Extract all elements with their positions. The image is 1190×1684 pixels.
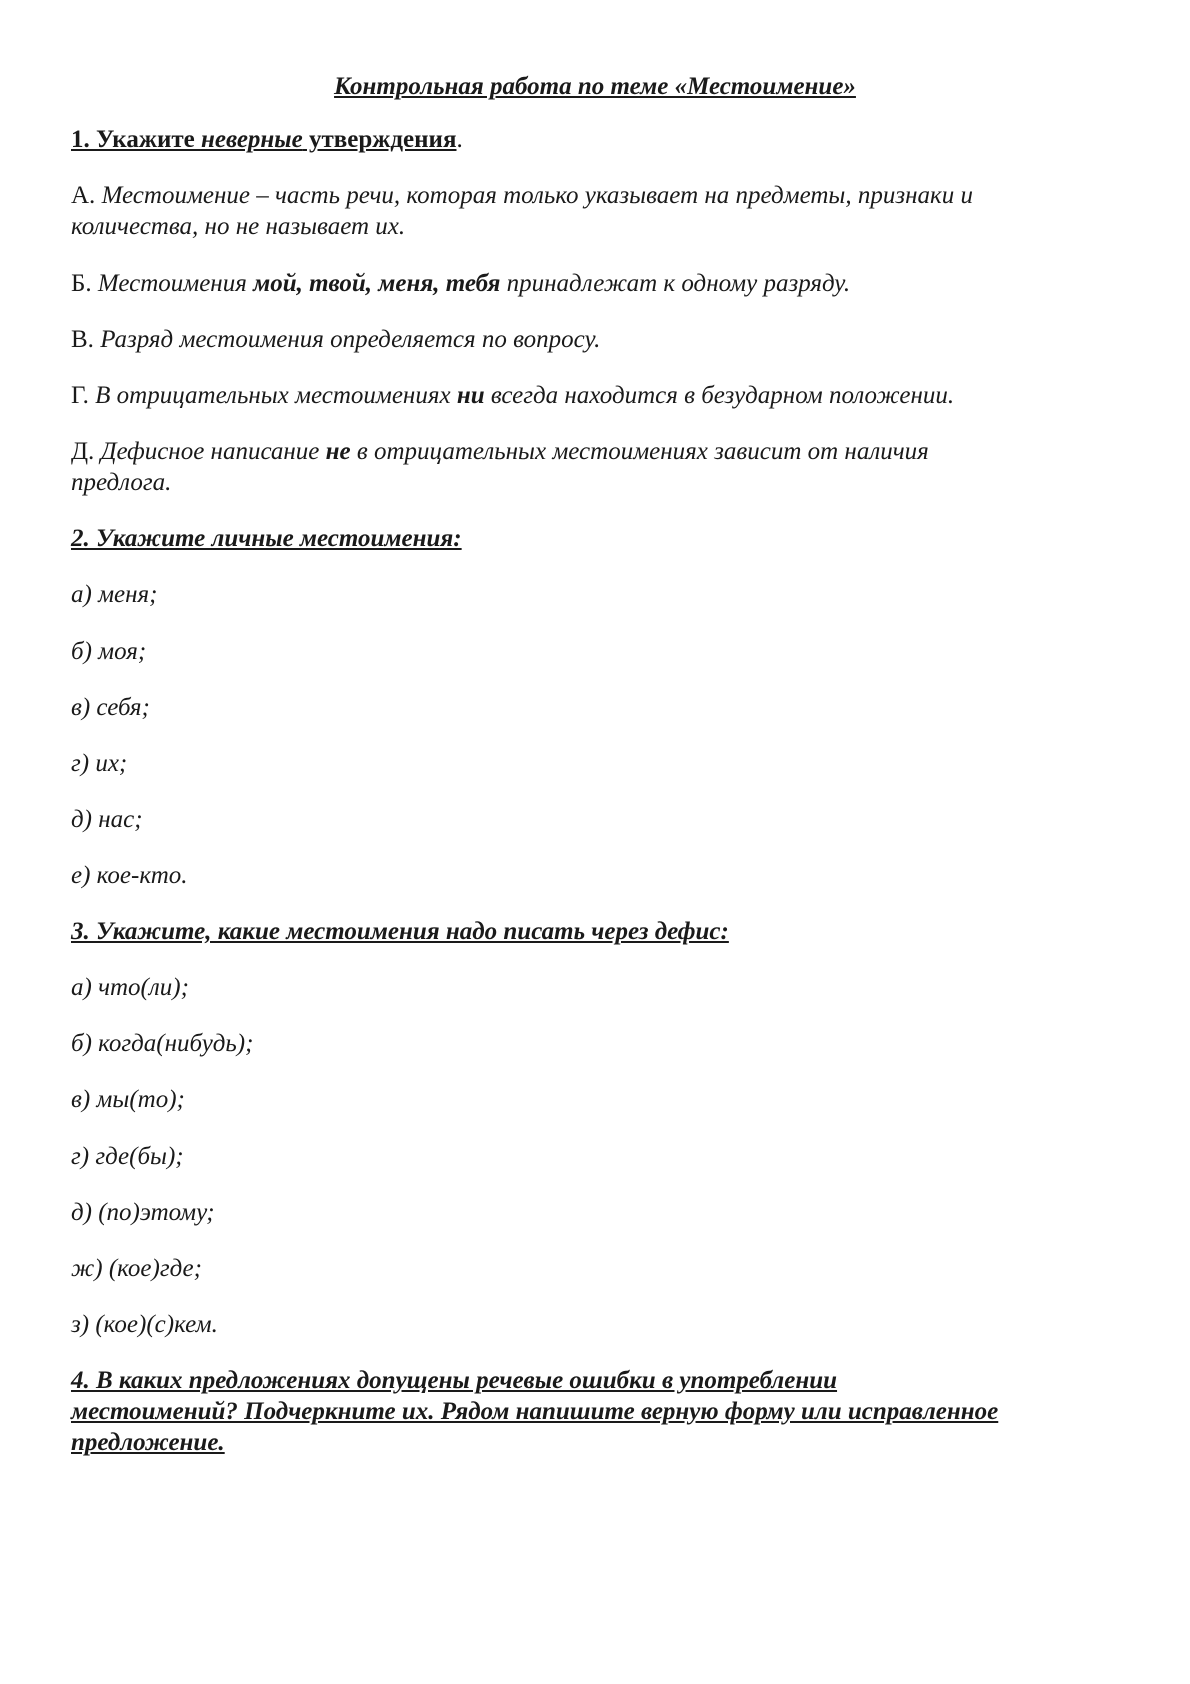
question-3-heading: 3. Укажите, какие местоимения надо писать через дефис:	[71, 918, 729, 945]
question-4-heading-line3: предложение.	[71, 1429, 225, 1456]
q1-item-d-bold: не	[325, 438, 351, 465]
question-1-heading	[71, 124, 463, 156]
q3-option-v: в) мы(то);	[71, 1086, 185, 1113]
q3-option-a: а) что(ли);	[71, 974, 189, 1001]
q3-option-z: з) (кое)(с)кем.	[71, 1311, 218, 1338]
q1-item-d-line2: предлога.	[71, 469, 172, 496]
q2-option-e: е) кое-кто.	[71, 862, 188, 889]
q1-item-v-letter: В.	[71, 326, 101, 353]
q2-option-d: д) нас;	[71, 806, 143, 833]
question-4-heading-line1: 4. В каких предложениях допущены речевые ошибки в употреблении	[71, 1367, 838, 1394]
q1-item-g-pre: В отрицательных местоимениях	[95, 382, 457, 409]
q1-item-b-post: принадлежат к одному разряду.	[500, 270, 851, 297]
q1-item-d-post: в отрицательных местоимениях зависит от наличия	[350, 438, 929, 465]
q3-option-b: б) когда(нибудь);	[71, 1030, 254, 1057]
q1-item-b	[71, 268, 850, 300]
q1-item-a	[71, 180, 973, 212]
q3-option-d: д) (по)этому;	[71, 1199, 215, 1226]
q2-option-b: б) моя;	[71, 638, 147, 665]
q1-item-d-letter: Д.	[71, 438, 101, 465]
question-2-heading: 2. Укажите личные местоимения:	[71, 525, 462, 552]
q3-option-zh: ж) (кое)где;	[71, 1255, 202, 1282]
q3-option-g: г) где(бы);	[71, 1143, 184, 1170]
q2-option-a: а) меня;	[71, 581, 158, 608]
page-title: Контрольная работа по теме «Местоимение»	[334, 73, 856, 100]
q1-emphasis: неверные	[200, 126, 303, 153]
q1-item-b-pre: Местоимения	[97, 270, 254, 297]
q1-item-a-line1: Местоимение – часть речи, которая только указывает на предметы, признаки и	[101, 182, 973, 209]
q1-dot: .	[456, 126, 463, 153]
q1-item-b-bold: мой, твой, меня, тебя	[253, 270, 501, 297]
q1-item-v-text: Разряд местоимения определяется по вопросу.	[100, 326, 601, 353]
q1-item-b-letter: Б.	[71, 270, 98, 297]
q1-item-g	[71, 380, 954, 412]
question-4-heading-line2: местоимений? Подчеркните их. Рядом напишите верную форму или исправленное	[71, 1398, 999, 1425]
q1-item-g-letter: Г.	[71, 382, 96, 409]
q1-num: 1. Укажите	[71, 126, 201, 153]
q1-item-d-pre: Дефисное написание	[100, 438, 326, 465]
q1-rest: утверждения	[302, 126, 457, 153]
q2-option-v: в) себя;	[71, 694, 150, 721]
q1-item-v	[71, 324, 600, 356]
q1-item-g-bold: ни	[456, 382, 485, 409]
q1-item-d	[71, 436, 929, 468]
q2-option-g: г) их;	[71, 750, 128, 777]
q1-item-g-post: всегда находится в безударном положении.	[484, 382, 955, 409]
q1-item-a-line2: количества, но не называет их.	[71, 213, 406, 240]
q1-item-a-letter: А.	[71, 182, 102, 209]
